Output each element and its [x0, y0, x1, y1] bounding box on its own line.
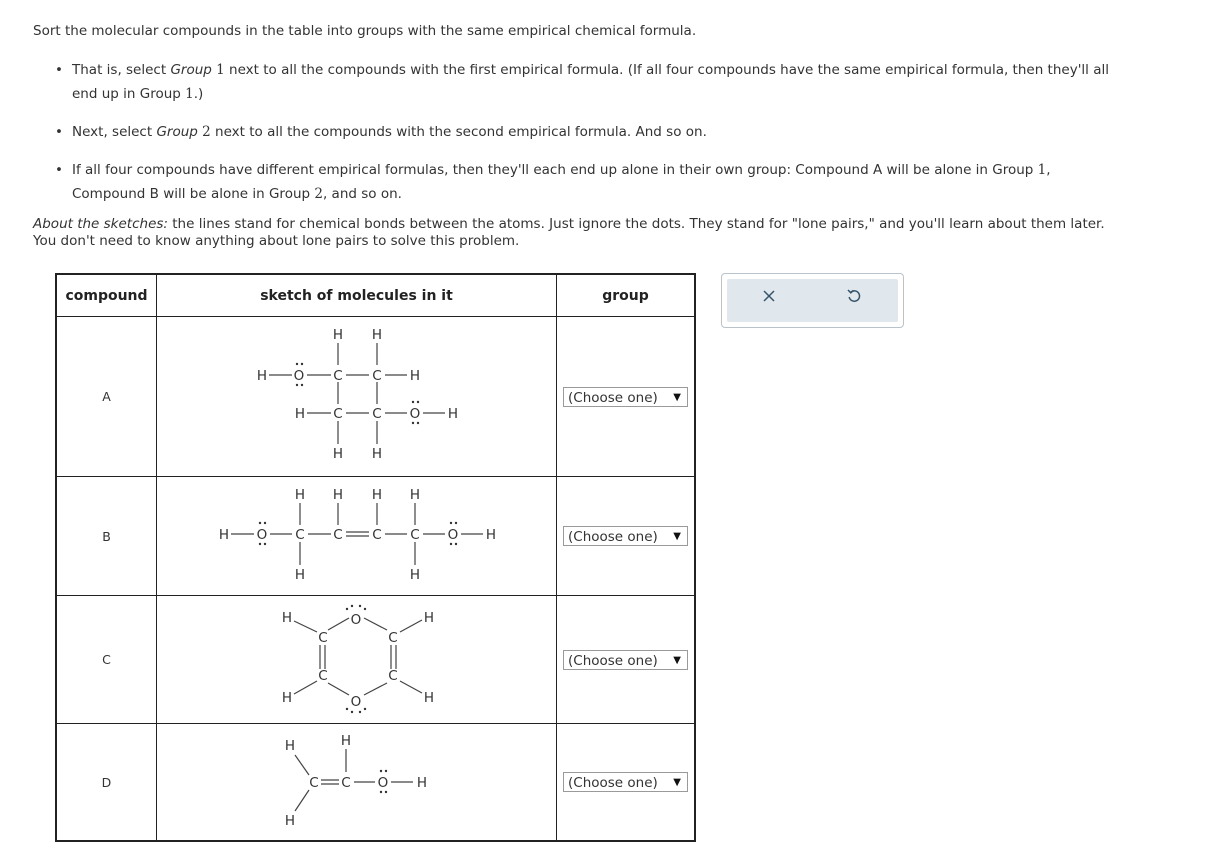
group-select-b[interactable]: (Choose one) ▼	[563, 526, 688, 546]
compound-table	[55, 273, 696, 842]
header-compound: compound	[56, 274, 157, 317]
close-icon[interactable]	[759, 286, 779, 306]
atom-c: C	[372, 368, 382, 384]
group-select-d[interactable]: (Choose one) ▼	[563, 772, 688, 792]
atom-h: H	[371, 487, 383, 503]
toolbar-inner	[727, 279, 898, 322]
atom-o: O	[350, 612, 362, 628]
instruction-list	[55, 58, 1165, 220]
group-cell	[557, 317, 696, 477]
molecule-c-svg	[157, 596, 556, 719]
atom-h: H	[332, 446, 344, 462]
atom-c: C	[333, 368, 343, 384]
molecule-c	[282, 605, 434, 713]
group-cell	[557, 724, 696, 842]
dropdown-arrow-icon: ▼	[673, 531, 681, 542]
atom-h: H	[332, 487, 344, 503]
molecule-b-svg	[157, 477, 556, 591]
atom-h: H	[485, 527, 497, 543]
atom-h: H	[416, 775, 428, 791]
atom-h: H	[423, 690, 435, 706]
molecule-sketch-d	[157, 724, 557, 842]
atom-h: H	[294, 567, 306, 583]
group-cell	[557, 477, 696, 596]
atom-c: C	[318, 630, 328, 646]
table-header-row	[56, 274, 695, 317]
atom-h: H	[332, 327, 344, 343]
sketch-note: About the sketches: the lines stand for chemical bonds between the atoms. Just ignore the dots. They stand for "lone pairs," and you'll learn about them later. You don't need to know anything about lone pairs to solve this problem.	[33, 216, 1105, 249]
table-row	[56, 724, 695, 842]
atom-o: O	[293, 368, 305, 384]
atom-c: C	[341, 775, 351, 791]
atom-h: H	[218, 527, 230, 543]
header-group: group	[557, 274, 696, 317]
atom-h: H	[340, 733, 352, 749]
atom-h: H	[281, 610, 293, 626]
atom-o: O	[350, 694, 362, 710]
atom-c: C	[388, 630, 398, 646]
compound-label: D	[56, 724, 157, 842]
table-row	[56, 477, 695, 596]
atom-c: C	[410, 527, 420, 543]
atom-h: H	[409, 567, 421, 583]
instructions-intro: Sort the molecular compounds in the table into groups with the same empirical chemical formula.	[33, 23, 697, 39]
group-select-a[interactable]: (Choose one) ▼	[563, 387, 688, 407]
atom-c: C	[372, 527, 382, 543]
atom-c: C	[333, 527, 343, 543]
atom-h: H	[371, 327, 383, 343]
molecule-a-svg	[157, 317, 556, 472]
atom-h: H	[409, 487, 421, 503]
atom-h: H	[294, 406, 306, 422]
atom-h: H	[284, 738, 296, 754]
atom-c: C	[388, 668, 398, 684]
header-sketch: sketch of molecules in it	[157, 274, 557, 317]
molecule-d	[285, 733, 427, 829]
atom-h: H	[423, 610, 435, 626]
answer-toolbar	[721, 273, 904, 328]
atom-c: C	[333, 406, 343, 422]
atom-c: C	[318, 668, 328, 684]
molecule-sketch-c	[157, 596, 557, 724]
atom-c: C	[295, 527, 305, 543]
dropdown-arrow-icon: ▼	[673, 391, 681, 403]
dropdown-arrow-icon: ▼	[673, 777, 681, 788]
table-row	[56, 596, 695, 724]
atom-c: C	[309, 775, 319, 791]
atom-h: H	[256, 368, 268, 384]
atom-h: H	[284, 813, 296, 829]
group-cell	[557, 596, 696, 724]
atom-o: O	[447, 527, 459, 543]
atom-o: O	[377, 775, 389, 791]
instruction-bullet-2: • Next, select Group 2 next to all the compounds with the second empirical formula. And so on.	[55, 120, 1165, 144]
group-select-c[interactable]: (Choose one) ▼	[563, 650, 688, 670]
compound-label: C	[56, 596, 157, 724]
atom-h: H	[281, 690, 293, 706]
molecule-b	[219, 487, 496, 583]
dropdown-arrow-icon: ▼	[673, 654, 681, 666]
atom-o: O	[256, 527, 268, 543]
molecule-a	[257, 327, 458, 462]
atom-o: O	[409, 406, 421, 422]
undo-icon[interactable]	[844, 286, 864, 306]
atom-h: H	[447, 406, 459, 422]
table-row	[56, 317, 695, 477]
atom-h: H	[371, 446, 383, 462]
instruction-bullet-1: • That is, select Group 1 next to all the compounds with the first empirical formula. (If all four compounds have the same empirical formula, then they'll all end up in Group 1.)	[55, 58, 1165, 106]
instruction-bullet-3: • If all four compounds have different empirical formulas, then they'll each end up alone in their own group: Compound A will be alone in Group 1, Compound B will be alone in Group 2, and so on.	[55, 158, 1165, 206]
compound-label: B	[56, 477, 157, 596]
compound-label: A	[56, 317, 157, 477]
molecule-sketch-a	[157, 317, 557, 477]
molecule-d-svg	[157, 724, 556, 836]
atom-h: H	[409, 368, 421, 384]
atom-h: H	[294, 487, 306, 503]
atom-c: C	[372, 406, 382, 422]
molecule-sketch-b	[157, 477, 557, 596]
